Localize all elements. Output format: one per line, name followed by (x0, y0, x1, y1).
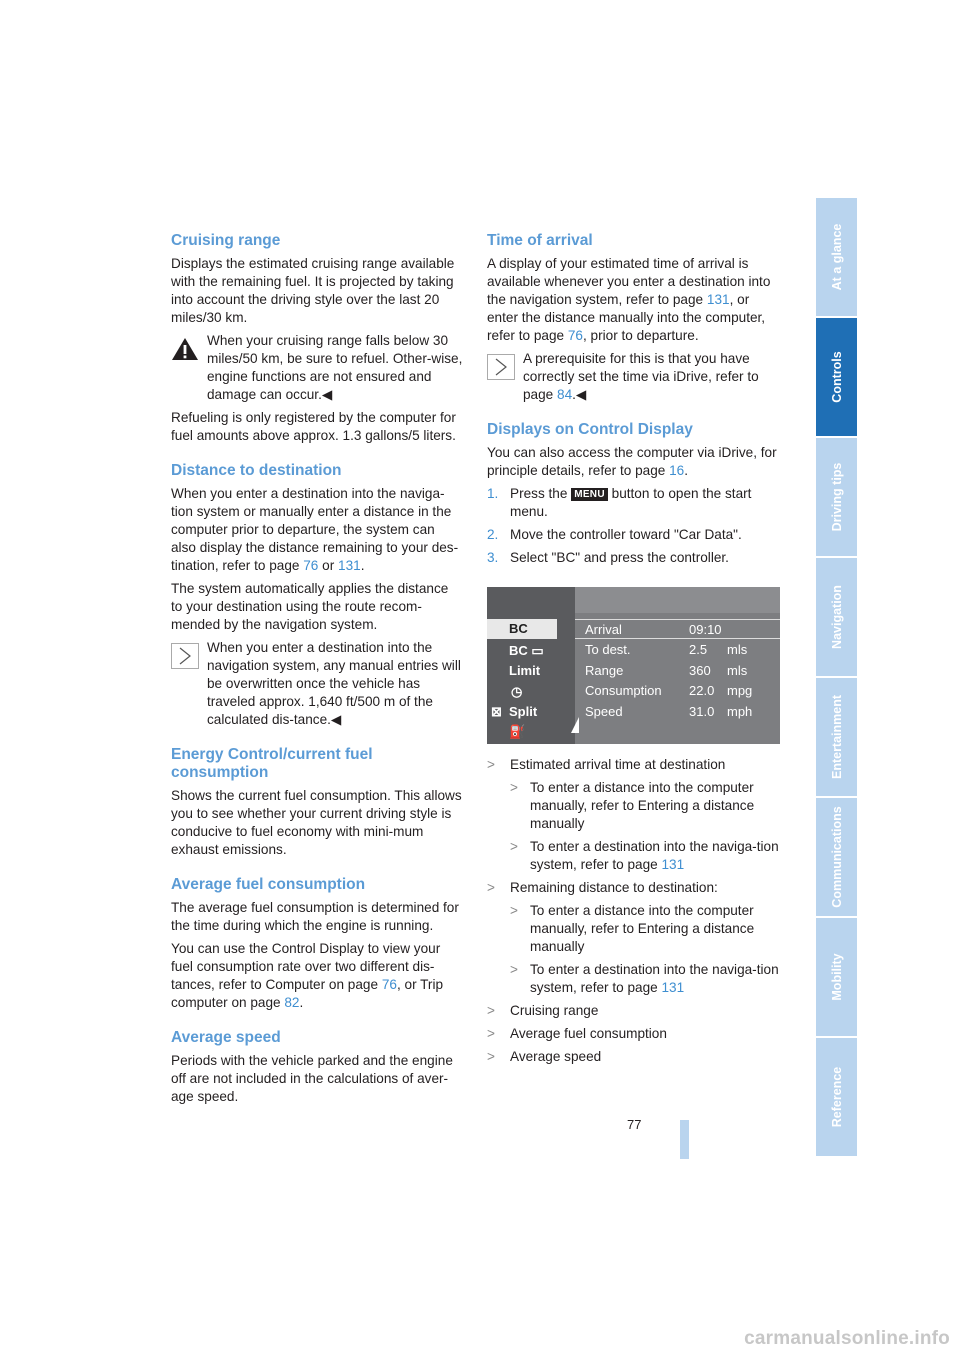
displays-heading: Displays on Control Display (487, 421, 693, 438)
list-item: > Estimated arrival time at destination > To enter a distance into the computer manually, refer to Entering a distance manually > To enter a destination into the naviga-tion system, refer to page 131 (487, 757, 779, 872)
list-item: > To enter a destination into the naviga-tion system, refer to page 131 (510, 962, 779, 995)
distance-text-2: The system automatically applies the distance to your destination using the route recom-mended by the navigation system. (171, 581, 449, 632)
screen-left-item: ⊠ Split (491, 704, 538, 719)
tab-controls[interactable]: Controls (816, 318, 857, 438)
average-fuel-heading: Average fuel consumption (171, 876, 366, 893)
page-link-76[interactable]: 76 (303, 558, 319, 573)
average-fuel-text: The average fuel consumption is determined for the time during which the engine is running. (171, 900, 459, 933)
page-link-84[interactable]: 84 (557, 387, 573, 402)
computer-icon: ▭ (531, 643, 544, 658)
energy-control-heading: Energy Control/current fuel consumption (171, 746, 373, 781)
cruising-warning (171, 332, 463, 404)
distance-note-text: When you enter a destination into the navigation system, any manual entries will be overwritten once the vehicle has traveled approx. 1,640 ft/500 m of the calculated dis-tance.◀ (207, 640, 461, 727)
footer-watermark: carmanualsonline.info (744, 1328, 950, 1349)
cruising-warning-text: When your cruising range falls below 30 miles/50 km, be sure to refuel. Other-wise, engine functions are not ensured and damage can occur.◀ (207, 333, 463, 402)
displays-text: You can also access the computer via iDrive, for principle details, refer to page 16. (487, 445, 777, 478)
scroll-arrow-icon (571, 717, 581, 733)
page-link-131[interactable]: 131 (661, 857, 685, 872)
average-fuel-text-2: You can use the Control Display to view your fuel consumption rate over two different dis-tances, refer to Computer on page 76, or Trip computer on page 82. (171, 941, 444, 1010)
oil-can-icon: ⛽ (509, 724, 526, 739)
list-item: > Remaining distance to destination: > To enter a distance into the computer manually, refer to Entering a distance manually > To enter a destination into the naviga-tion system, refer to page 131 (487, 880, 779, 995)
bullet-list (487, 756, 780, 1066)
control-display-screenshot: BC BC ▭ Limit ◷ ⊠ Split ⛽ Arrival 09:10 To dest. 2.5 mls Range 360 mls Consumption 22.0 mpg Speed 31.0 mph (487, 587, 780, 744)
arrival-note: A prerequisite for this is that you have correctly set the time via iDrive, refer to page 84.◀ (487, 350, 780, 404)
page-link-131[interactable]: 131 (661, 980, 685, 995)
tab-driving-tips[interactable]: Driving tips (816, 438, 857, 558)
list-item: > To enter a distance into the computer manually, refer to Entering a distance manually (510, 903, 755, 954)
page-link-76[interactable]: 76 (381, 977, 397, 992)
time-of-arrival-heading: Time of arrival (487, 232, 593, 249)
distance-text: When you enter a destination into the naviga-tion system or manually enter a distance in the computer prior to departure, the system can also display the distance remaining to your des-tination, refer to page 76 or 131. (171, 486, 459, 573)
tab-communications[interactable]: Communications (816, 798, 857, 918)
right-column (487, 228, 780, 1071)
warning-triangle-icon (171, 336, 199, 362)
page-marker (680, 1120, 689, 1159)
tab-reference[interactable]: Reference (816, 1038, 857, 1158)
arrival-text: A display of your estimated time of arrival is available whenever you enter a destination into the navigation system, refer to page 131, or enter the distance manually into the computer, refer to page 76, prior to departure. (487, 256, 771, 343)
page-link-131[interactable]: 131 (706, 292, 730, 307)
step-item: 1. Press the MENU button to open the start menu. (487, 486, 752, 519)
clock-icon: ◷ (511, 684, 523, 699)
list-item: > Average speed (487, 1049, 602, 1064)
average-speed-heading: Average speed (171, 1029, 281, 1046)
tab-entertainment[interactable]: Entertainment (816, 678, 857, 798)
list-item: > Average fuel consumption (487, 1026, 667, 1041)
cruising-range-text: Displays the estimated cruising range available with the remaining fuel. It is projected by taking into account the driving style over the last 20 miles/30 km. (171, 256, 455, 325)
tab-at-a-glance[interactable]: At a glance (816, 198, 857, 318)
list-item: > To enter a destination into the naviga-tion system, refer to page 131 (510, 839, 779, 872)
tab-mobility[interactable]: Mobility (816, 918, 857, 1038)
average-speed-text: Periods with the vehicle parked and the engine off are not included in the calculations of aver-age speed. (171, 1053, 453, 1104)
step-item: 2. Move the controller toward "Car Data". (487, 527, 742, 542)
screen-left-item: Limit (509, 663, 541, 678)
page-link-76[interactable]: 76 (567, 328, 583, 343)
energy-control-text: Shows the current fuel consumption. This allows you to see whether your current driving style is conducive to fuel economy with mini-mum exhaust emissions. (171, 788, 462, 857)
distance-heading: Distance to destination (171, 462, 342, 479)
screen-left-item: BC ▭ (509, 643, 544, 658)
tab-navigation[interactable]: Navigation (816, 558, 857, 678)
distance-note (171, 639, 463, 729)
page-link-131[interactable]: 131 (338, 558, 361, 573)
cruising-range-heading: Cruising range (171, 232, 281, 249)
page-link-82[interactable]: 82 (284, 995, 300, 1010)
note-arrow-icon (487, 354, 515, 380)
list-item: > To enter a distance into the computer manually, refer to Entering a distance manually (510, 780, 755, 831)
list-item: > Cruising range (487, 1003, 599, 1018)
menu-key-icon: MENU (571, 488, 608, 501)
step-item: 3. Select "BC" and press the controller. (487, 550, 729, 565)
screen-bc-tab: BC (487, 619, 557, 639)
note-arrow-icon (171, 643, 199, 669)
page-link-16[interactable]: 16 (669, 463, 685, 478)
page-number: 77 (627, 1117, 642, 1132)
left-column (171, 228, 463, 1111)
chapter-tabs (816, 198, 857, 1158)
steps-list (487, 485, 780, 567)
refueling-text: Refueling is only registered by the computer for fuel amounts above approx. 1.3 gallons/5 liters. (171, 410, 456, 443)
